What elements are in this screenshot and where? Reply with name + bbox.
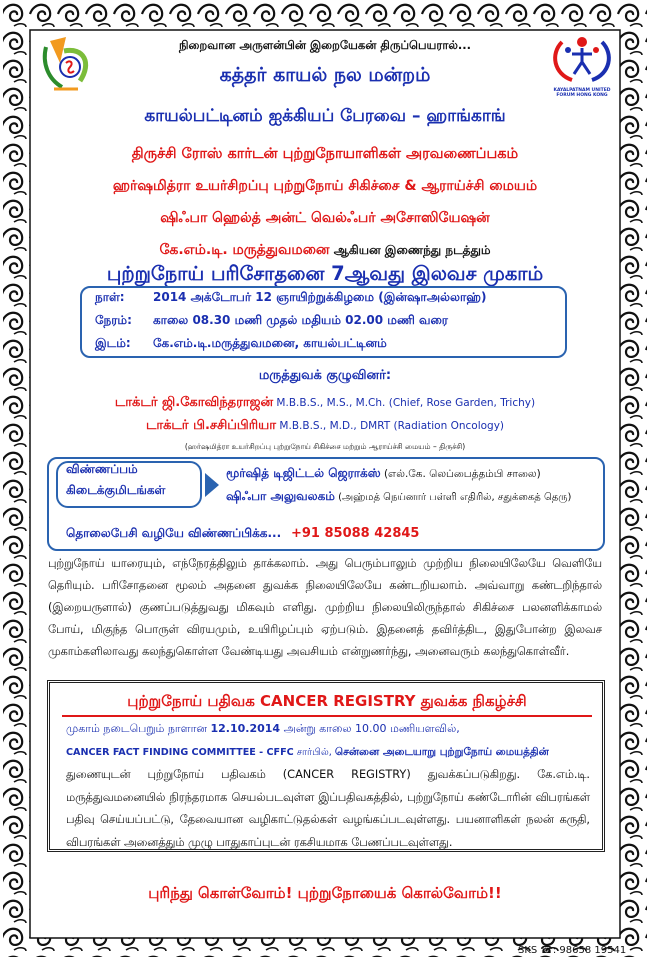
org-title-5: ஷிஃபா ஹெல்த் அன்ட் வெல்ஃபர் அசோஸியேஷன்	[160, 210, 490, 226]
event-title: புற்றுநோய் பரிசோதனை 7ஆவது இலவச முகாம்	[106, 262, 544, 285]
registry-title-a: புற்றுநோய் பதிவக	[127, 692, 261, 710]
registry-line-2-b: சார்பில்,	[293, 747, 335, 758]
doctor-1	[40, 395, 610, 411]
registry-date: 12.10.2014	[210, 722, 281, 735]
slogan: புரிந்து கொள்வோம்! புற்றுநோயைக் கொல்வோம்!!	[148, 884, 502, 902]
org-title-3: திருச்சி ரோஸ் கார்டன் புற்றுநோயாளிகள் அரவணைப்பகம்	[131, 146, 519, 162]
doctor-1-name: டாக்டர் ஜி.கோவிந்தராஜன்	[114, 395, 274, 410]
registry-line-1-c: அன்று காலை 10.00 மணியளவில்,	[280, 722, 460, 735]
availability-label-1: விண்ணப்பம்	[66, 462, 138, 476]
place-2	[226, 489, 571, 505]
jointly-organized: ஆகியன இணைந்து நடத்தும்	[329, 243, 491, 257]
place-1-name: மூர்ஷித் டிஜிட்டல் ஜெராக்ஸ்	[226, 466, 381, 480]
doctor-2-credentials: M.B.B.S., M.D., DMRT (Radiation Oncology)	[276, 420, 505, 432]
registry-body: துணையுடன் புற்றுநோய் பதிவகம் (CANCER REGISTRY) துவக்கப்படுகிறது. கே.எம்.டி. மருத்துவமனையில் நிரந்தரமாக செயல்படவுள்ள இப்பதிவகத்தில், புற்றுநோய் கண்டோரின் விபரங்கள் பதிவு செய்யப்பட்டு, தேவையான வழிகாட்டுதல்கள் வழங்கப்படவுள்ளது. பயனாளிகள் நலன் கருதி, விபரங்கள் அனைத்தும் முழு பாதுகாப்புடன் ரகசியமாக பேணப்படவுள்ளது.	[66, 768, 590, 849]
place-label: இடம்:	[95, 336, 131, 350]
place-row	[95, 336, 387, 352]
date-value: 2014 அக்டோபர் 12 ஞாயிற்றுக்கிழமை (இன்ஷாஅல்லாஹ்)	[153, 290, 487, 304]
time-row	[95, 313, 448, 329]
right-logo-caption: KAYALPATNAM UNITED FORUM HONG KONG	[553, 88, 611, 98]
awareness-paragraph: புற்றுநோய் யாரையும், எந்நேரத்திலும் தாக்கலாம். அது பெரும்பாலும் முற்றிய நிலையிலேயே வெளியே தெரியும். பரிசோதனை மூலம் அதனை துவக்க நிலையிலேயே கண்டறியலாம். அவ்வாறு கண்டறிந்தால் (இறையருளால்) குணப்படுத்துவது மிகவும் எளிது. முற்றிய நிலையிலிருந்தால் சிகிச்சை பலனளிக்காமல் போய், மிகுந்த பொருள் விரயமும், உயிரிழப்பும் ஏற்படும். இதனைத் தவிர்த்திட, இதுபோன்ற இலவச முகாம்களிலாவது கலந்துகொள்ள வேண்டியது அவசியம் என்றுணர்ந்து, அனைவரும் கலந்துகொள்வீர்.	[48, 557, 602, 658]
registry-line-2	[66, 746, 549, 759]
adyar-center: சென்னை அடையாறு புற்றுநோய் மையத்தின்	[334, 746, 549, 758]
doctor-2-name: டாக்டர் பி.சசிப்பிரியா	[145, 418, 277, 433]
phone-label: தொலைபேசி வழியே விண்ணப்பிக்க...	[66, 526, 282, 540]
arrow-right-icon	[205, 473, 219, 497]
registry-line-1-a: முகாம் நடைபெறும் நாளான	[66, 722, 211, 735]
date-row	[95, 290, 486, 306]
doctor-2	[40, 418, 610, 434]
org-title-6	[40, 242, 610, 260]
kmt-hospital: கே.எம்.டி. மருத்துவமனை	[159, 242, 330, 258]
cffc-name: CANCER FACT FINDING COMMITTEE - CFFC	[66, 747, 294, 758]
org-title-4: ஹர்ஷமித்ரா உயர்சிறப்பு புற்றுநோய் சிகிச்சை & ஆராய்ச்சி மையம்	[112, 178, 538, 194]
org-title-1: கத்தர் காயல் நல மன்றம்	[219, 64, 431, 86]
registry-line-1	[66, 722, 460, 737]
doctor-1-credentials: M.B.B.S., M.S., M.Ch. (Chief, Rose Garden, Trichy)	[273, 397, 536, 409]
availability-label-2: கிடைக்குமிடங்கள்	[66, 483, 166, 497]
phone-number[interactable]: +91 85088 42845	[290, 526, 420, 541]
registry-title	[62, 692, 592, 717]
time-value: காலை 08.30 மணி முதல் மதியம் 02.00 மணி வரை	[153, 313, 449, 327]
place-value: கே.எம்.டி.மருத்துவமனை, காயல்பட்டினம்	[153, 336, 387, 350]
phone-row	[66, 526, 419, 542]
invocation-line: நிறைவான அருளன்பின் இறையேகன் திருப்பெயரால்...	[178, 38, 472, 52]
team-note: (ஹர்ஷமித்ரா உயர்சிறப்பு புற்றுநோய் சிகிச்சை மற்றும் ஆராய்ச்சி மையம் – திருச்சி)	[184, 442, 466, 451]
place-2-name: ஷிஃபா அலுவலகம்	[226, 489, 335, 503]
org-title-2: காயல்பட்டினம் ஐக்கியப் பேரவை – ஹாங்காங்	[144, 106, 506, 126]
date-label: நாள்:	[95, 290, 125, 304]
place-2-address: (அஹ்மத் நெய்னார் பள்ளி எதிரில், சதுக்கைத் தெரு)	[334, 492, 572, 503]
time-label: நேரம்:	[95, 313, 132, 327]
place-1-address: (எல்.கே. லெப்பைத்தம்பி சாலை)	[380, 468, 541, 480]
footer-code: SKS ☎: 98658 19541	[518, 945, 627, 956]
registry-title-c: துவக்க நிகழ்ச்சி	[415, 692, 527, 710]
team-heading: மருத்துவக் குழுவினர்:	[258, 368, 392, 383]
place-1	[226, 466, 541, 482]
registry-title-b: CANCER REGISTRY	[260, 692, 416, 710]
